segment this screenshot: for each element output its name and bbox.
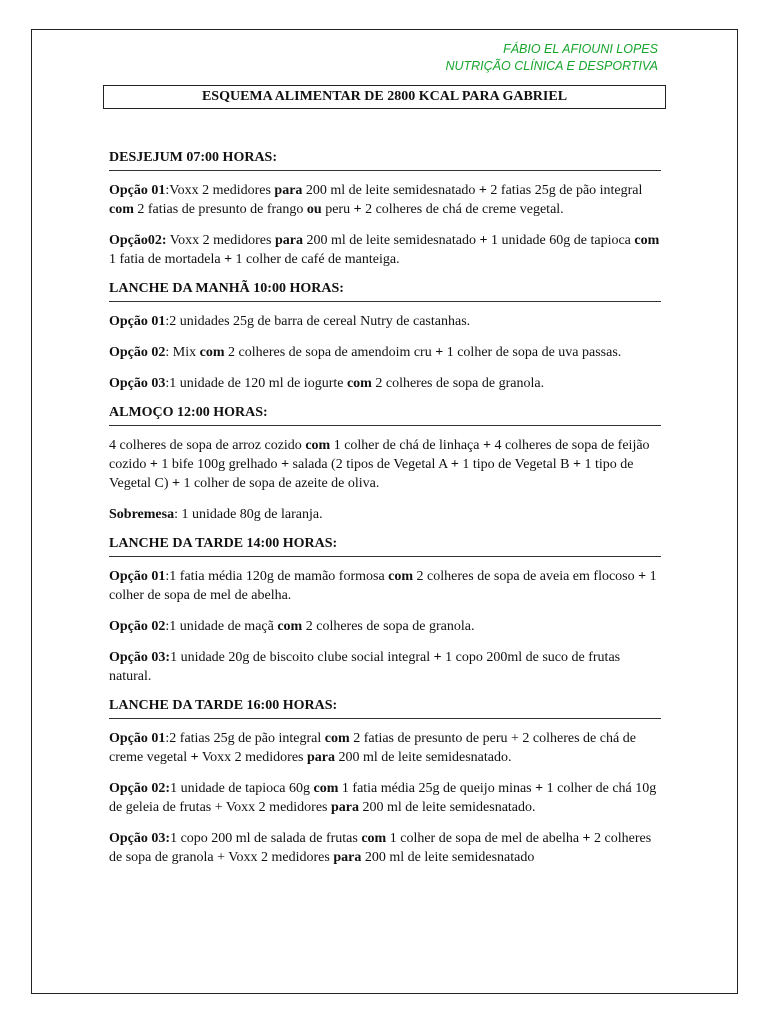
text-run: 1 colher de chá 10g de geleia de frutas + Voxx 2 medidores <box>109 781 657 815</box>
meal-option <box>109 181 661 219</box>
author-specialty: NUTRIÇÃO CLÍNICA E DESPORTIVA <box>445 59 658 73</box>
meal-option <box>109 648 661 686</box>
text-run: 1 tipo de Vegetal C) <box>109 457 634 491</box>
bold-run: Opção 02 <box>109 619 166 634</box>
bold-run: Opção 03: <box>109 650 171 665</box>
text-run: 2 colheres de sopa de granola. <box>371 376 545 391</box>
bold-run: com <box>634 233 660 248</box>
bold-run: com <box>388 569 414 584</box>
bold-run: com <box>361 831 387 846</box>
text-run: 1 unidade de tapioca 60g <box>170 781 314 796</box>
bold-run: + <box>582 831 591 846</box>
bold-run: + <box>535 781 544 796</box>
text-run: :1 unidade de 120 ml de iogurte <box>165 376 347 391</box>
bold-run: Opção 02: <box>109 781 171 796</box>
meal-option <box>109 505 661 524</box>
bold-run: Opção02: <box>109 233 167 248</box>
bold-run: para <box>333 850 362 865</box>
bold-run: Opção 01 <box>109 183 166 198</box>
bold-run: + <box>224 252 233 267</box>
text-run: 2 colheres de chá de creme vegetal. <box>361 202 564 217</box>
text-run: 1 colher de sopa de mel de abelha. <box>109 569 657 603</box>
text-run: 1 bife 100g grelhado <box>157 457 282 472</box>
bold-run: com <box>324 731 350 746</box>
bold-run: + <box>281 457 290 472</box>
text-run: 2 colheres de sopa de amendoim cru <box>224 345 436 360</box>
bold-run: + <box>638 569 647 584</box>
text-run: 200 ml de leite semidesnatado <box>361 850 535 865</box>
meal-heading: ALMOÇO 12:00 HORAS: <box>109 405 661 426</box>
bold-run: + <box>433 650 442 665</box>
text-run: 1 colher de chá de linhaça <box>330 438 483 453</box>
text-run: 1 copo 200ml de suco de frutas natural. <box>109 650 621 684</box>
bold-run: Opção 03: <box>109 831 171 846</box>
text-run: 4 colheres de sopa de feijão cozido <box>109 438 650 472</box>
text-run: 4 colheres de sopa de arroz cozido <box>109 438 306 453</box>
meal-heading: DESJEJUM 07:00 HORAS: <box>109 150 661 171</box>
bold-run: com <box>109 202 134 217</box>
text-run: 1 fatia de mortadela <box>109 252 225 267</box>
text-run: Voxx 2 medidores <box>198 750 307 765</box>
meal-option <box>109 829 661 867</box>
bold-run: + <box>482 438 491 453</box>
text-run: 1 colher de sopa de azeite de oliva. <box>179 476 380 491</box>
text-run: 1 colher de café de manteiga. <box>232 252 400 267</box>
bold-run: + <box>478 183 487 198</box>
meal-heading: LANCHE DA TARDE 14:00 HORAS: <box>109 536 661 557</box>
meal-option <box>109 567 661 605</box>
meal-option <box>109 312 661 331</box>
nutritionist-header <box>445 41 658 75</box>
bold-run: + <box>435 345 444 360</box>
bold-run: + <box>149 457 158 472</box>
bold-run: + <box>479 233 488 248</box>
bold-run: com <box>199 345 225 360</box>
bold-run: para <box>274 233 303 248</box>
bold-run: + <box>171 476 180 491</box>
bold-run: Opção 01 <box>109 314 166 329</box>
bold-run: com <box>346 376 372 391</box>
text-run: 1 unidade 20g de biscoito clube social integral <box>170 650 434 665</box>
meal-section <box>109 536 661 686</box>
text-run: peru <box>321 202 354 217</box>
bold-run: Opção 01 <box>109 731 166 746</box>
text-run: 1 fatia média 25g de queijo minas <box>338 781 536 796</box>
meal-section <box>109 150 661 269</box>
text-run: 1 tipo de Vegetal B <box>458 457 573 472</box>
bold-run: + <box>353 202 362 217</box>
bold-run: Opção 02 <box>109 345 166 360</box>
bold-run: com <box>313 781 339 796</box>
text-run: 200 ml de leite semidesnatado. <box>359 800 536 815</box>
bold-run: com <box>305 438 331 453</box>
text-run: 1 copo 200 ml de salada de frutas <box>170 831 362 846</box>
document-title: ESQUEMA ALIMENTAR DE 2800 KCAL PARA GABRIEL <box>103 85 666 109</box>
text-run: 200 ml de leite semidesnatado <box>302 233 480 248</box>
meal-option <box>109 374 661 393</box>
text-run: :2 fatias 25g de pão integral <box>165 731 325 746</box>
bold-run: ou <box>306 202 322 217</box>
text-run: 1 unidade 60g de tapioca <box>487 233 635 248</box>
bold-run: Sobremesa <box>109 507 175 522</box>
text-run: 2 fatias 25g de pão integral <box>486 183 643 198</box>
text-run: : 1 unidade 80g de laranja. <box>174 507 323 522</box>
text-run: :1 fatia média 120g de mamão formosa <box>165 569 389 584</box>
text-run: 1 colher de sopa de mel de abelha <box>386 831 583 846</box>
meal-section <box>109 281 661 393</box>
text-run: 2 colheres de sopa de granola + Voxx 2 medidores <box>109 831 652 865</box>
text-run: 2 fatias de presunto de peru + 2 colheres de chá de creme vegetal <box>109 731 636 765</box>
bold-run: + <box>572 457 581 472</box>
meal-option <box>109 231 661 269</box>
meal-heading: LANCHE DA MANHÃ 10:00 HORAS: <box>109 281 661 302</box>
text-run: 1 colher de sopa de uva passas. <box>443 345 622 360</box>
text-run: 2 colheres de sopa de granola. <box>302 619 475 634</box>
text-run: 2 fatias de presunto de frango <box>133 202 307 217</box>
bold-run: Opção 01 <box>109 569 166 584</box>
bold-run: + <box>190 750 199 765</box>
text-run: : Mix <box>165 345 200 360</box>
text-run: 200 ml de leite semidesnatado. <box>334 750 512 765</box>
text-run: salada (2 tipos de Vegetal A <box>289 457 451 472</box>
bold-run: para <box>306 750 335 765</box>
text-run: :Voxx 2 medidores <box>165 183 275 198</box>
text-run: 200 ml de leite semidesnatado <box>302 183 479 198</box>
meal-heading: LANCHE DA TARDE 16:00 HORAS: <box>109 698 661 719</box>
text-run: 2 colheres de sopa de aveia em flocoso <box>413 569 639 584</box>
bold-run: com <box>277 619 303 634</box>
bold-run: para <box>274 183 303 198</box>
meal-section <box>109 405 661 524</box>
text-run: Voxx 2 medidores <box>166 233 275 248</box>
bold-run: + <box>450 457 459 472</box>
text-run: :1 unidade de maçã <box>165 619 278 634</box>
author-name: FÁBIO EL AFIOUNI LOPES <box>503 42 658 56</box>
meal-option <box>109 617 661 636</box>
meal-option <box>109 779 661 817</box>
meal-plan-content <box>109 150 661 879</box>
text-run: :2 unidades 25g de barra de cereal Nutry de castanhas. <box>165 314 471 329</box>
meal-section <box>109 698 661 867</box>
meal-option <box>109 729 661 767</box>
meal-option <box>109 436 661 493</box>
bold-run: Opção 03 <box>109 376 166 391</box>
meal-option <box>109 343 661 362</box>
bold-run: para <box>331 800 359 815</box>
